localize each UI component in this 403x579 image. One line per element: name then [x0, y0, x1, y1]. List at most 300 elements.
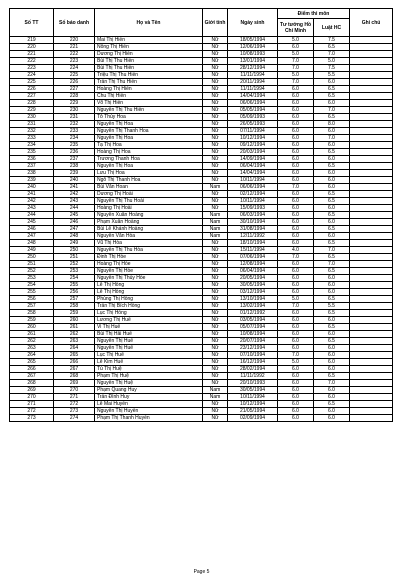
cell-sbd: 245	[54, 212, 95, 219]
cell-note	[350, 331, 393, 338]
cell-dob: 02/12/1994	[228, 191, 278, 198]
cell-note	[350, 93, 393, 100]
cell-stt: 241	[10, 191, 54, 198]
cell-stt: 235	[10, 149, 54, 156]
cell-stt: 230	[10, 114, 54, 121]
cell-stt: 267	[10, 373, 54, 380]
cell-stt: 260	[10, 324, 54, 331]
cell-sex: Nữ	[203, 121, 228, 128]
cell-stt: 236	[10, 156, 54, 163]
cell-note	[350, 303, 393, 310]
cell-dob: 10/11/1994	[228, 177, 278, 184]
cell-sbd: 222	[54, 51, 95, 58]
cell-name: Bùi Thị Thu Hiền	[95, 65, 203, 72]
cell-dob: 20/03/1994	[228, 149, 278, 156]
cell-sex: Nữ	[203, 191, 228, 198]
cell-sex: Nữ	[203, 373, 228, 380]
cell-sbd: 235	[54, 142, 95, 149]
table-row	[10, 51, 393, 58]
cell-name: Nguyễn Xuân Hoàng	[95, 212, 203, 219]
table-row	[10, 338, 393, 345]
cell-score-luat-hc: 5.5	[314, 72, 350, 79]
cell-dob: 31/08/1994	[228, 226, 278, 233]
cell-dob: 09/12/1994	[228, 142, 278, 149]
cell-stt: 222	[10, 58, 54, 65]
cell-dob: 18/10/1994	[228, 240, 278, 247]
table-row	[10, 359, 393, 366]
table-body	[10, 37, 393, 422]
table-row	[10, 233, 393, 240]
cell-note	[350, 373, 393, 380]
cell-sex: Nữ	[203, 317, 228, 324]
header-sbd: Số báo danh	[54, 9, 95, 37]
cell-sex: Nữ	[203, 79, 228, 86]
cell-sbd: 233	[54, 128, 95, 135]
cell-stt: 232	[10, 128, 54, 135]
cell-name: Nguyễn Thị Thu Hoài	[95, 198, 203, 205]
cell-score-luat-hc: 6.5	[314, 212, 350, 219]
cell-sex: Nữ	[203, 268, 228, 275]
cell-sbd: 257	[54, 296, 95, 303]
cell-score-luat-hc: 6.0	[314, 394, 350, 401]
cell-sbd: 264	[54, 345, 95, 352]
cell-dob: 30/05/1994	[228, 282, 278, 289]
cell-sex: Nam	[203, 184, 228, 191]
cell-sex: Nữ	[203, 37, 228, 44]
cell-stt: 243	[10, 205, 54, 212]
cell-score-ho-chi-minh: 7.0	[278, 79, 314, 86]
cell-note	[350, 268, 393, 275]
cell-score-luat-hc: 6.5	[314, 310, 350, 317]
cell-score-luat-hc: 6.0	[314, 366, 350, 373]
cell-stt: 231	[10, 121, 54, 128]
table-row	[10, 254, 393, 261]
cell-stt: 219	[10, 37, 54, 44]
cell-stt: 251	[10, 261, 54, 268]
table-row	[10, 65, 393, 72]
cell-sbd: 244	[54, 205, 95, 212]
cell-sex: Nữ	[203, 303, 228, 310]
cell-score-ho-chi-minh: 6.0	[278, 177, 314, 184]
cell-sex: Nữ	[203, 352, 228, 359]
cell-score-ho-chi-minh: 6.0	[278, 233, 314, 240]
cell-score-ho-chi-minh: 6.0	[278, 163, 314, 170]
cell-sbd: 268	[54, 373, 95, 380]
cell-note	[350, 394, 393, 401]
table-row	[10, 184, 393, 191]
table-row	[10, 107, 393, 114]
cell-note	[350, 205, 393, 212]
cell-score-ho-chi-minh: 6.0	[278, 135, 314, 142]
cell-score-luat-hc: 6.0	[314, 282, 350, 289]
cell-score-ho-chi-minh: 6.0	[278, 114, 314, 121]
cell-sbd: 259	[54, 310, 95, 317]
cell-score-luat-hc: 8.0	[314, 121, 350, 128]
cell-score-luat-hc: 6.5	[314, 324, 350, 331]
cell-stt: 270	[10, 394, 54, 401]
cell-name: Tù Thị Huệ	[95, 366, 203, 373]
cell-score-luat-hc: 7.5	[314, 65, 350, 72]
cell-score-luat-hc: 6.5	[314, 226, 350, 233]
cell-sex: Nữ	[203, 149, 228, 156]
cell-note	[350, 37, 393, 44]
cell-score-ho-chi-minh: 6.0	[278, 226, 314, 233]
cell-dob: 10/11/1994	[228, 198, 278, 205]
cell-sex: Nam	[203, 219, 228, 226]
cell-sex: Nữ	[203, 135, 228, 142]
table-row	[10, 149, 393, 156]
cell-name: Bùi Lê Khánh Hoàng	[95, 226, 203, 233]
cell-score-ho-chi-minh: 6.0	[278, 415, 314, 422]
cell-stt: 261	[10, 331, 54, 338]
cell-name: Lưu Thị Hoa	[95, 170, 203, 177]
table-row	[10, 345, 393, 352]
cell-name: Đinh Thị Hòe	[95, 254, 203, 261]
cell-score-ho-chi-minh: 6.0	[278, 156, 314, 163]
cell-name: Bùi Thị Thu Hiền	[95, 58, 203, 65]
cell-score-luat-hc: 6.0	[314, 156, 350, 163]
cell-stt: 240	[10, 184, 54, 191]
cell-score-luat-hc: 6.0	[314, 100, 350, 107]
cell-dob: 14/09/1994	[228, 156, 278, 163]
cell-sbd: 230	[54, 107, 95, 114]
cell-dob: 14/04/1994	[228, 170, 278, 177]
cell-note	[350, 121, 393, 128]
table-row	[10, 198, 393, 205]
cell-note	[350, 261, 393, 268]
cell-sex: Nữ	[203, 170, 228, 177]
cell-score-ho-chi-minh: 4.0	[278, 247, 314, 254]
cell-score-ho-chi-minh: 6.0	[278, 366, 314, 373]
cell-stt: 237	[10, 163, 54, 170]
cell-name: Nguyễn Thị Hoa	[95, 135, 203, 142]
cell-note	[350, 233, 393, 240]
cell-score-luat-hc: 5.0	[314, 58, 350, 65]
cell-stt: 229	[10, 107, 54, 114]
cell-note	[350, 135, 393, 142]
cell-score-ho-chi-minh: 7.0	[278, 352, 314, 359]
cell-score-ho-chi-minh: 7.0	[278, 58, 314, 65]
cell-sex: Nữ	[203, 289, 228, 296]
table-row	[10, 289, 393, 296]
cell-score-luat-hc: 6.0	[314, 345, 350, 352]
cell-dob: 06/03/1994	[228, 212, 278, 219]
cell-dob: 21/05/1994	[228, 408, 278, 415]
cell-sbd: 274	[54, 415, 95, 422]
cell-score-ho-chi-minh: 6.0	[278, 331, 314, 338]
cell-name: Lương Thị Huế	[95, 317, 203, 324]
cell-sex: Nữ	[203, 415, 228, 422]
cell-sex: Nữ	[203, 408, 228, 415]
cell-note	[350, 324, 393, 331]
cell-sex: Nữ	[203, 72, 228, 79]
table-row	[10, 408, 393, 415]
cell-score-luat-hc: 6.0	[314, 331, 350, 338]
cell-dob: 10/08/1993	[228, 51, 278, 58]
cell-name: Nguyễn Thị Thu Hòa	[95, 247, 203, 254]
table-row	[10, 142, 393, 149]
table-row	[10, 352, 393, 359]
cell-sbd: 224	[54, 65, 95, 72]
table-row	[10, 261, 393, 268]
cell-sex: Nữ	[203, 51, 228, 58]
cell-stt: 263	[10, 345, 54, 352]
cell-stt: 259	[10, 317, 54, 324]
cell-score-ho-chi-minh: 6.0	[278, 198, 314, 205]
cell-note	[350, 254, 393, 261]
cell-note	[350, 226, 393, 233]
cell-note	[350, 352, 393, 359]
cell-score-luat-hc: 6.0	[314, 352, 350, 359]
table-row	[10, 373, 393, 380]
table-row	[10, 310, 393, 317]
cell-note	[350, 170, 393, 177]
cell-name: Dương Thị Hoài	[95, 191, 203, 198]
header-dob: Ngày sinh	[228, 9, 278, 37]
cell-sbd: 220	[54, 37, 95, 44]
cell-name: Bùi Văn Hoan	[95, 184, 203, 191]
cell-note	[350, 79, 393, 86]
cell-stt: 254	[10, 282, 54, 289]
cell-sex: Nữ	[203, 44, 228, 51]
cell-stt: 271	[10, 401, 54, 408]
cell-score-ho-chi-minh: 6.0	[278, 128, 314, 135]
cell-score-luat-hc: 6.0	[314, 128, 350, 135]
cell-score-luat-hc: 7.0	[314, 380, 350, 387]
cell-score-ho-chi-minh: 6.0	[278, 212, 314, 219]
cell-score-luat-hc: 6.0	[314, 408, 350, 415]
cell-score-ho-chi-minh: 6.0	[278, 317, 314, 324]
cell-note	[350, 247, 393, 254]
cell-name: Lê Thị Hồng	[95, 282, 203, 289]
cell-stt: 233	[10, 135, 54, 142]
cell-dob: 15/11/1994	[228, 247, 278, 254]
cell-sbd: 242	[54, 191, 95, 198]
cell-dob: 28/12/1994	[228, 65, 278, 72]
cell-name: Vi Thị Huế	[95, 324, 203, 331]
cell-note	[350, 163, 393, 170]
cell-score-luat-hc: 6.0	[314, 359, 350, 366]
cell-dob: 28/02/1994	[228, 366, 278, 373]
cell-dob: 11/11/1992	[228, 373, 278, 380]
cell-stt: 272	[10, 408, 54, 415]
cell-name: Hoàng Thị Hoài	[95, 205, 203, 212]
cell-sex: Nữ	[203, 345, 228, 352]
cell-sex: Nữ	[203, 163, 228, 170]
cell-sex: Nam	[203, 212, 228, 219]
table-row	[10, 114, 393, 121]
table-row	[10, 219, 393, 226]
cell-note	[350, 296, 393, 303]
cell-score-ho-chi-minh: 6.0	[278, 86, 314, 93]
cell-name: Mai Thị Hiền	[95, 37, 203, 44]
cell-stt: 255	[10, 289, 54, 296]
cell-sex: Nam	[203, 394, 228, 401]
table-row	[10, 177, 393, 184]
cell-sbd: 260	[54, 317, 95, 324]
table-row	[10, 317, 393, 324]
cell-stt: 224	[10, 72, 54, 79]
table-row	[10, 380, 393, 387]
cell-sbd: 234	[54, 135, 95, 142]
cell-note	[350, 86, 393, 93]
cell-note	[350, 72, 393, 79]
cell-sex: Nữ	[203, 93, 228, 100]
cell-dob: 06/04/1994	[228, 163, 278, 170]
cell-sex: Nữ	[203, 359, 228, 366]
cell-name: Tô Thúy Hoa	[95, 114, 203, 121]
cell-note	[350, 58, 393, 65]
cell-sex: Nữ	[203, 100, 228, 107]
cell-dob: 20/10/1993	[228, 380, 278, 387]
cell-note	[350, 177, 393, 184]
cell-note	[350, 51, 393, 58]
cell-note	[350, 401, 393, 408]
table-row	[10, 415, 393, 422]
cell-stt: 223	[10, 65, 54, 72]
cell-stt: 247	[10, 233, 54, 240]
cell-stt: 221	[10, 51, 54, 58]
cell-note	[350, 317, 393, 324]
cell-note	[350, 289, 393, 296]
cell-sex: Nữ	[203, 275, 228, 282]
table-row	[10, 58, 393, 65]
cell-stt: 253	[10, 275, 54, 282]
cell-sbd: 237	[54, 156, 95, 163]
cell-name: Lục Thị Hồng	[95, 310, 203, 317]
table-row	[10, 303, 393, 310]
cell-score-luat-hc: 6.5	[314, 338, 350, 345]
cell-sex: Nữ	[203, 401, 228, 408]
cell-dob: 20/11/1994	[228, 79, 278, 86]
cell-sbd: 267	[54, 366, 95, 373]
cell-note	[350, 282, 393, 289]
cell-score-luat-hc: 6.5	[314, 240, 350, 247]
cell-name: Nguyễn Thị Thúy Hòe	[95, 275, 203, 282]
cell-dob: 12/08/1994	[228, 261, 278, 268]
cell-score-ho-chi-minh: 7.0	[278, 303, 314, 310]
cell-dob: 06/06/1994	[228, 184, 278, 191]
cell-stt: 264	[10, 352, 54, 359]
cell-sbd: 246	[54, 219, 95, 226]
table-row	[10, 44, 393, 51]
table-row	[10, 366, 393, 373]
cell-dob: 20/07/1994	[228, 338, 278, 345]
cell-sbd: 258	[54, 303, 95, 310]
cell-score-luat-hc: 6.0	[314, 177, 350, 184]
cell-stt: 266	[10, 366, 54, 373]
cell-score-ho-chi-minh: 6.0	[278, 408, 314, 415]
cell-stt: 256	[10, 296, 54, 303]
cell-name: Lê Kim Huế	[95, 359, 203, 366]
cell-name: Phùng Thị Hồng	[95, 296, 203, 303]
cell-score-ho-chi-minh: 6.0	[278, 345, 314, 352]
cell-stt: 249	[10, 247, 54, 254]
cell-dob: 11/11/1994	[228, 86, 278, 93]
cell-sbd: 228	[54, 93, 95, 100]
cell-note	[350, 107, 393, 114]
cell-sbd: 272	[54, 401, 95, 408]
cell-score-luat-hc: 6.5	[314, 373, 350, 380]
cell-sbd: 253	[54, 268, 95, 275]
cell-stt: 265	[10, 359, 54, 366]
cell-stt: 252	[10, 268, 54, 275]
cell-stt: 242	[10, 198, 54, 205]
cell-note	[350, 338, 393, 345]
cell-score-ho-chi-minh: 6.0	[278, 170, 314, 177]
cell-note	[350, 156, 393, 163]
cell-score-ho-chi-minh: 6.0	[278, 282, 314, 289]
cell-sex: Nữ	[203, 142, 228, 149]
cell-stt: 250	[10, 254, 54, 261]
table-row	[10, 205, 393, 212]
cell-name: Trương Thanh Hoa	[95, 156, 203, 163]
cell-sbd: 225	[54, 72, 95, 79]
cell-sbd: 241	[54, 184, 95, 191]
table-row	[10, 72, 393, 79]
cell-stt: 225	[10, 79, 54, 86]
cell-score-ho-chi-minh: 6.0	[278, 219, 314, 226]
cell-sbd: 236	[54, 149, 95, 156]
cell-sex: Nữ	[203, 247, 228, 254]
cell-note	[350, 310, 393, 317]
table-row	[10, 212, 393, 219]
cell-score-luat-hc: 6.5	[314, 114, 350, 121]
cell-name: Hoàng Thị Hòe	[95, 261, 203, 268]
cell-name: Ngô Thị Thanh Hoa	[95, 177, 203, 184]
cell-name: Nguyễn Thị Hòe	[95, 268, 203, 275]
cell-sex: Nam	[203, 226, 228, 233]
cell-sex: Nữ	[203, 366, 228, 373]
cell-name: Nguyễn Thị Thu Hiền	[95, 107, 203, 114]
cell-score-luat-hc: 6.5	[314, 198, 350, 205]
cell-score-luat-hc: 6.0	[314, 142, 350, 149]
cell-dob: 13/10/1994	[228, 296, 278, 303]
table-row	[10, 128, 393, 135]
cell-score-ho-chi-minh: 6.0	[278, 324, 314, 331]
cell-stt: 262	[10, 338, 54, 345]
cell-sex: Nữ	[203, 114, 228, 121]
cell-score-luat-hc: 6.0	[314, 317, 350, 324]
cell-score-luat-hc: 7.0	[314, 51, 350, 58]
cell-dob: 16/12/1994	[228, 359, 278, 366]
cell-note	[350, 345, 393, 352]
cell-sbd: 229	[54, 100, 95, 107]
cell-note	[350, 149, 393, 156]
cell-score-ho-chi-minh: 6.0	[278, 373, 314, 380]
cell-stt: 227	[10, 93, 54, 100]
cell-sex: Nữ	[203, 296, 228, 303]
cell-dob: 01/12/1992	[228, 310, 278, 317]
cell-dob: 15/09/1993	[228, 205, 278, 212]
cell-dob: 20/05/1994	[228, 275, 278, 282]
table-row	[10, 121, 393, 128]
cell-sbd: 263	[54, 338, 95, 345]
cell-sex: Nữ	[203, 198, 228, 205]
cell-dob: 14/04/1994	[228, 93, 278, 100]
cell-sex: Nữ	[203, 107, 228, 114]
cell-note	[350, 219, 393, 226]
cell-score-luat-hc: 6.0	[314, 205, 350, 212]
header-score-ho-chi-minh: Tư tưởng Hồ Chí Minh	[278, 19, 314, 37]
cell-note	[350, 184, 393, 191]
table-row	[10, 387, 393, 394]
cell-stt: 269	[10, 387, 54, 394]
cell-sex: Nữ	[203, 261, 228, 268]
cell-stt: 234	[10, 142, 54, 149]
cell-score-ho-chi-minh: 6.0	[278, 387, 314, 394]
cell-name: Nguyễn Thị Thanh Hoa	[95, 128, 203, 135]
